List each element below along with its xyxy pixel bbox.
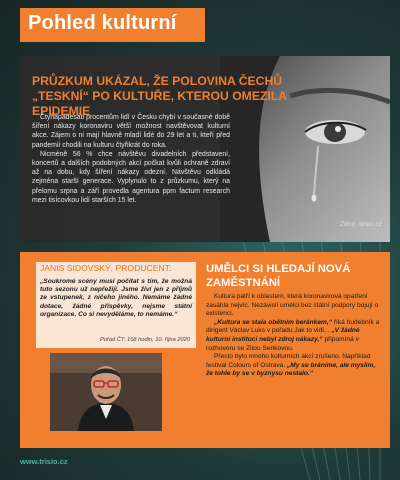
top-article-panel <box>20 56 390 242</box>
paragraph-text: připomíná v rozhovoru se Zitou Senkovou. <box>206 335 359 352</box>
top-article-headline: PRŮZKUM UKÁZAL, ŽE POLOVINA ČECHŮ „TESKNÍ“ PO KULTUŘE, KTEROU OMEZILA EPIDEMIE <box>32 74 287 118</box>
top-article-body <box>32 113 230 205</box>
right-article-paragraph: Kultura patří k oblastem, která koronavirová opatření zasáhla nejvíc. Nezávislí umělci bez státní podpory bojují o existenci. <box>206 293 379 318</box>
right-article-headline: UMĚLCI SI HLEDAJÍ NOVÁ ZAMĚSTNÁNÍ <box>206 263 351 289</box>
right-article-paragraph <box>206 319 382 353</box>
quote-inline: „My se bráníme, ale myslím, že tohle by se v byznysu nestalo.“ <box>206 361 376 378</box>
footer-url[interactable]: www.trisio.cz <box>20 457 68 466</box>
quote-source: Pořad ČT: 168 hodin, 10. října 2020 <box>99 337 190 343</box>
portrait-photo <box>50 353 162 431</box>
page-title: Pohled kulturní <box>28 12 177 34</box>
quote-inline: „V žádné kulturní instituci nebyl zdroj nákazy,“ <box>206 327 360 343</box>
man-portrait-icon <box>50 353 162 431</box>
top-article-paragraph: Čtyřiapadesáti procentům lidí v Česku chybí v současné době šíření nákazy koronaviru větší možnost navštěvovat kulturní akce. Zájem o ni mají hlavně mladí lidé do 29 let a ti, kteří před pandemií chodili na kulturu čtyřikrát do roka. <box>32 114 230 149</box>
quote-inline: „Kultura se stala obětním beránkem,“ <box>214 318 332 326</box>
right-article-paragraph <box>206 353 382 379</box>
paragraph-text: říká hudebník a dirigent Václav Luks v pořadu Jak to vidí... <box>206 318 380 335</box>
quote-text: „Soukromé scény musí počítat s tím, že možná tuto sezonu už nepřežijí. Jsme živí jen z příjmů ze vstupenek, z ničeho jiného. Nemáme žádné dotace, žádné příspěvky, nejsme státní organizace. Co si nevyděláme, to nemáme.“ <box>40 278 192 318</box>
photo-credit: Zdroj: idnes.cz <box>339 221 382 228</box>
paragraph-text: Přesto bylo mnoho kulturních akcí zrušeno. Například festival Colours of Ostrava. <box>206 353 371 369</box>
top-article-paragraph: Nicméně 56 % chce návštěvu divadelních představení, koncertů a dalších podobných akcí počkat kvůli ochraně zdraví až na dobu, kdy šíření nákazy odezní. Návštěvu odkládá zejména starší generace. Vyplynulo to z průzkumu, který na přelomu srpna a září provedla agentura ppm factum research mezi tisícovkou lidí starších 15 let. <box>32 150 230 204</box>
right-article-body <box>206 293 382 379</box>
quote-author: JANIS SIDOVSKÝ, PRODUCENT: <box>40 263 172 273</box>
